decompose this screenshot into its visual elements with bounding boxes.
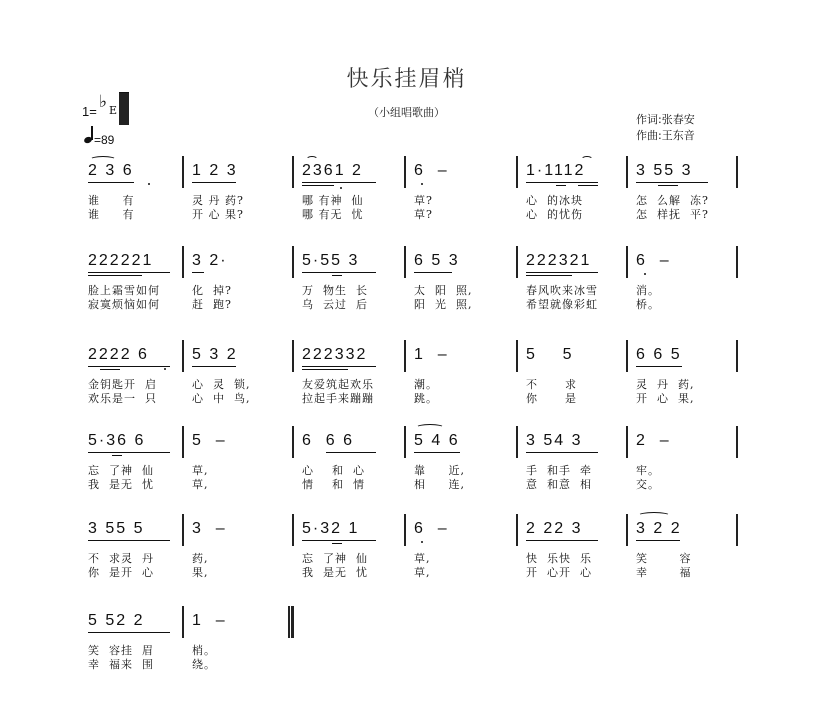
lyric-verse-2: 谁 有 — [88, 208, 135, 221]
notes: 6 – — [414, 520, 449, 537]
lyric-verse-1: 万 物生 长 — [302, 284, 368, 297]
lyric-verse-2: 草? — [414, 208, 433, 221]
lyric-verse-2: 桥。 — [636, 298, 660, 311]
lyric-verse-1: 灵 丹 药, — [636, 378, 695, 391]
notes: 5·36 6 — [88, 432, 146, 449]
credits — [636, 112, 695, 144]
measure — [516, 514, 626, 594]
notes: 2361 2 — [302, 162, 363, 179]
underline — [302, 369, 348, 370]
lyric-verse-1: 怎 么解 冻? — [636, 194, 709, 207]
song-title: 快乐挂眉梢 — [346, 67, 467, 92]
underline — [88, 182, 134, 183]
flat-icon: ♭ — [99, 92, 108, 111]
lyric-verse-2: 阳 光 照, — [414, 298, 473, 311]
lyric-verse-2: 绕。 — [192, 658, 216, 671]
lyric-verse-1: 谁 有 — [88, 194, 135, 207]
staff-row-5 — [78, 514, 743, 594]
staff-row-4 — [78, 426, 743, 506]
measure — [78, 606, 182, 686]
underline — [526, 540, 598, 541]
measure — [404, 514, 516, 594]
notes: 6 6 6 — [302, 432, 355, 449]
lyric-verse-2: 乌 云过 后 — [302, 298, 368, 311]
measure — [78, 426, 182, 506]
staff-row-6 — [78, 606, 743, 686]
composer: 作曲:王东音 — [636, 129, 695, 142]
measure — [626, 514, 736, 594]
notes: 5 – — [192, 432, 227, 449]
lyric-verse-1: 春风吹来冰雪 — [526, 284, 598, 297]
lyric-verse-2: 欢乐是一 只 — [88, 392, 157, 405]
staff-row-2 — [78, 246, 743, 326]
notes: 1·1112 — [526, 162, 586, 179]
notes: 2 – — [636, 432, 671, 449]
underline — [192, 182, 236, 183]
lyric-verse-1: 手 和手 牵 — [526, 464, 592, 477]
lyric-verse-1: 梢。 — [192, 644, 216, 657]
notes: 1 2 3 — [192, 162, 238, 179]
lyric-verse-1: 快 乐快 乐 — [526, 552, 592, 565]
underline — [526, 182, 598, 183]
lyric-verse-1: 金钥匙开 启 — [88, 378, 157, 391]
slur — [90, 156, 116, 163]
underline — [658, 185, 678, 186]
notes: 1 – — [414, 346, 449, 363]
underline — [192, 272, 204, 273]
measure — [626, 426, 736, 506]
notes: 3 55 5 — [88, 520, 145, 537]
underline — [578, 185, 598, 186]
notes: 222332 — [302, 346, 368, 363]
lyric-verse-2: 我 是无 忧 — [302, 566, 368, 579]
lyric-verse-2: 寂寞烦恼如何 — [88, 298, 160, 311]
underline — [556, 185, 566, 186]
measure — [404, 246, 516, 326]
underline — [112, 455, 122, 456]
notes: 5 3 2 — [192, 346, 238, 363]
measure — [404, 340, 516, 420]
lyric-verse-2: 意 和意 相 — [526, 478, 592, 491]
lyric-verse-2: 心 的忧伤 — [526, 208, 583, 221]
measure — [292, 156, 404, 236]
lyric-verse-2: 交。 — [636, 478, 660, 491]
lyric-verse-1: 靠 近, — [414, 464, 465, 477]
staff-row-1 — [78, 156, 743, 236]
quarter-note-icon — [84, 126, 94, 144]
lyric-verse-1: 心 灵 锁, — [192, 378, 251, 391]
notes: 3 2 2 — [636, 520, 682, 537]
measure — [516, 340, 626, 420]
underline — [88, 632, 170, 633]
low-octave-dot — [644, 273, 646, 275]
measure — [182, 246, 292, 326]
lyric-verse-2: 幸 福来 围 — [88, 658, 154, 671]
underline — [332, 275, 342, 276]
key-note: E — [109, 104, 118, 117]
notes: 2 3 6 — [88, 162, 134, 179]
measure — [182, 514, 292, 594]
lyric-verse-2: 心 中 鸟, — [192, 392, 251, 405]
slur — [416, 424, 444, 431]
notes: 5 5 — [526, 346, 574, 363]
measure — [292, 426, 404, 506]
notes: 5 4 6 — [414, 432, 460, 449]
fraction-bar — [119, 92, 129, 125]
lyric-verse-1: 化 掉? — [192, 284, 232, 297]
underline — [636, 182, 708, 183]
lyric-verse-2: 草, — [414, 566, 431, 579]
measure — [182, 156, 292, 236]
barline — [736, 514, 738, 546]
lyric-verse-1: 草, — [414, 552, 431, 565]
notes: 6 6 5 — [636, 346, 682, 363]
notes: 6 5 3 — [414, 252, 460, 269]
slur — [581, 156, 593, 163]
lyric-verse-2: 你 是开 心 — [88, 566, 154, 579]
measure — [292, 246, 404, 326]
lyric-verse-1: 不 求灵 丹 — [88, 552, 154, 565]
underline — [192, 366, 236, 367]
measure — [182, 606, 292, 686]
barline — [736, 340, 738, 372]
time-signature — [119, 92, 126, 116]
measure — [404, 156, 516, 236]
measure — [626, 156, 736, 236]
lyric-verse-1: 友爱筑起欢乐 — [302, 378, 374, 391]
lyric-verse-2: 开 心 果, — [636, 392, 695, 405]
underline — [302, 182, 376, 183]
notes: 3 54 3 — [526, 432, 583, 449]
underline — [636, 366, 682, 367]
lyric-verse-2: 开 心开 心 — [526, 566, 592, 579]
notes: 2 22 3 — [526, 520, 583, 537]
measure — [516, 426, 626, 506]
final-barline-thin — [288, 606, 290, 638]
lyric-verse-1: 草, — [192, 464, 209, 477]
staff-row-3 — [78, 340, 743, 420]
lyric-verse-1: 脸上霜雪如何 — [88, 284, 160, 297]
notes: 5 52 2 — [88, 612, 145, 629]
underline — [414, 272, 452, 273]
notes: 6 – — [636, 252, 671, 269]
underline — [302, 366, 376, 367]
lyricist: 作词:张春安 — [636, 113, 695, 126]
notes: 6 – — [414, 162, 449, 179]
lyric-verse-1: 哪 有神 仙 — [302, 194, 364, 207]
lyric-verse-1: 消。 — [636, 284, 660, 297]
underline — [88, 366, 170, 367]
lyric-verse-2: 怎 样抚 平? — [636, 208, 709, 221]
slur — [638, 512, 670, 519]
measure — [292, 340, 404, 420]
measure — [292, 514, 404, 594]
low-octave-dot — [340, 187, 342, 189]
lyric-verse-1: 笑 容 — [636, 552, 692, 565]
low-octave-dot — [148, 183, 150, 185]
lyric-verse-2: 拉起手来蹦蹦 — [302, 392, 374, 405]
lyric-verse-1: 忘 了神 仙 — [88, 464, 154, 477]
measure — [626, 246, 736, 326]
lyric-verse-2: 幸 福 — [636, 566, 692, 579]
measure — [182, 340, 292, 420]
measure — [182, 426, 292, 506]
lyric-verse-1: 灵 丹 药? — [192, 194, 244, 207]
slur — [306, 156, 318, 163]
tempo-marking — [84, 126, 114, 147]
measure — [78, 340, 182, 420]
underline — [88, 540, 170, 541]
barline — [736, 246, 738, 278]
underline — [326, 452, 376, 453]
lyric-verse-1: 牢。 — [636, 464, 660, 477]
underline — [414, 452, 460, 453]
lyric-verse-1: 笑 容挂 眉 — [88, 644, 154, 657]
underline — [302, 540, 376, 541]
final-barline-thick — [291, 606, 294, 638]
song-subtitle: （小组唱歌曲） — [368, 106, 445, 119]
lyric-verse-1: 心 的冰块 — [526, 194, 583, 207]
underline — [88, 452, 170, 453]
notes: 3 55 3 — [636, 162, 693, 179]
notes: 3 2· — [192, 252, 228, 269]
underline — [100, 369, 120, 370]
underline — [636, 540, 680, 541]
lyric-verse-2: 哪 有无 忧 — [302, 208, 364, 221]
underline — [332, 543, 342, 544]
lyric-verse-2: 赶 跑? — [192, 298, 232, 311]
lyric-verse-2: 你 是 — [526, 392, 577, 405]
notes: 3 – — [192, 520, 227, 537]
lyric-verse-2: 草, — [192, 478, 209, 491]
underline — [302, 272, 376, 273]
notes: 1 – — [192, 612, 227, 629]
measure — [626, 340, 736, 420]
lyric-verse-2: 果, — [192, 566, 209, 579]
lyric-verse-1: 不 求 — [526, 378, 577, 391]
underline — [526, 272, 598, 273]
underline — [88, 275, 142, 276]
lyric-verse-2: 我 是无 忧 — [88, 478, 154, 491]
barline — [736, 426, 738, 458]
barline — [736, 156, 738, 188]
measure — [404, 426, 516, 506]
measure — [78, 246, 182, 326]
notes: 5·32 1 — [302, 520, 360, 537]
notes: 5·55 3 — [302, 252, 360, 269]
lyric-verse-1: 心 和 心 — [302, 464, 365, 477]
measure — [78, 514, 182, 594]
low-octave-dot — [164, 368, 166, 370]
low-octave-dot — [421, 183, 423, 185]
low-octave-dot — [421, 541, 423, 543]
lyric-verse-2: 相 连, — [414, 478, 465, 491]
underline — [302, 185, 334, 186]
notes: 222221 — [88, 252, 154, 269]
key-one: 1= — [82, 104, 97, 119]
tempo-value: =89 — [94, 133, 115, 147]
measure — [516, 156, 626, 236]
lyric-verse-2: 跳。 — [414, 392, 438, 405]
lyric-verse-1: 草? — [414, 194, 433, 207]
lyric-verse-1: 潮。 — [414, 378, 438, 391]
lyric-verse-2: 希望就像彩虹 — [526, 298, 598, 311]
underline — [526, 275, 572, 276]
lyric-verse-1: 太 阳 照, — [414, 284, 473, 297]
lyric-verse-2: 情 和 情 — [302, 478, 365, 491]
lyric-verse-1: 忘 了神 仙 — [302, 552, 368, 565]
underline — [526, 452, 598, 453]
underline — [88, 272, 170, 273]
lyric-verse-2: 开 心 果? — [192, 208, 244, 221]
measure — [78, 156, 182, 236]
lyric-verse-1: 药, — [192, 552, 209, 565]
notes: 222321 — [526, 252, 592, 269]
notes: 2222 6 — [88, 346, 149, 363]
measure — [516, 246, 626, 326]
